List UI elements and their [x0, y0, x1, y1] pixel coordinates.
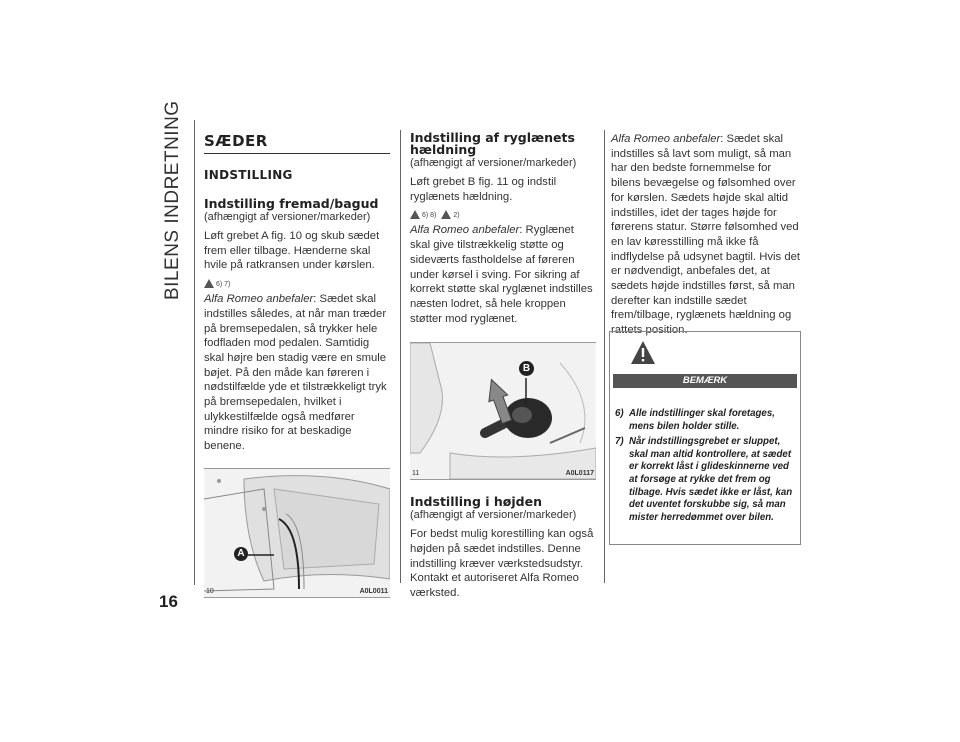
warning-icon	[630, 340, 656, 366]
section-title: Indstilling i højden	[410, 494, 542, 510]
figure-11	[410, 342, 596, 480]
section-title: Indstilling fremad/bagud	[204, 196, 379, 211]
seat-rail-illustration	[204, 469, 390, 597]
note-item	[615, 408, 797, 433]
page-number: 16	[159, 592, 178, 611]
figure-number: 11	[412, 470, 420, 478]
note-text: Alle indstillinger skal foretages, mens bilen holder stille.	[629, 408, 775, 432]
paragraph: Løft grebet A fig. 10 og skub sædet frem eller tilbage. Hænderne skal hvile på ratkransen under kørslen.	[204, 230, 380, 272]
column-3	[611, 132, 801, 338]
callout-A: A	[234, 547, 248, 561]
note-text: Når indstillingsgrebet er sluppet, skal man altid kontrollere, at sædet er korrekt låst i glideskinnerne ved at forsøge at rykke det frem og tilbage. Hvis sædet ikke er låst, kan det uventet forskubbe sig, så man mister herredømmet over bilen.	[629, 436, 793, 523]
section-subtitle: (afhængigt af versioner/markeder)	[204, 211, 371, 223]
paragraph-text: : Sædet skal indstilles således, at når man træder på bremsepedalen, så trykker hele fodfladen mod pedalen. Samtidig skal højre ben stadig være en smule bøjet. På den måde kan føreren i nødstilfælde yde et tilstrækkeligt tryk på bremsepedalen, hvilket i ulykkestilfælde også medfører mindre risiko for at beskadige benene.	[204, 293, 387, 453]
paragraph: Løft grebet B fig. 11 og indstil ryglænets hældning.	[410, 176, 557, 203]
section-subtitle: (afhængigt af versioner/markeder)	[410, 157, 577, 169]
figure-code: A0L0117	[565, 470, 594, 478]
warning-reference	[204, 279, 390, 288]
note-item	[615, 436, 797, 524]
warning-reference	[410, 210, 596, 219]
section-subtitle: (afhængigt af versioner/markeder)	[410, 509, 577, 522]
paragraph: For bedst mulig korestilling kan også højden på sædet indstilles. Denne indstilling kræver værkstedsudstyr. Kontakt et autoriseret Alfa Romeo værksted.	[410, 528, 594, 600]
reference-numbers: 6) 8)	[422, 212, 437, 220]
brand-recommendation: Alfa Romeo anbefaler	[410, 224, 520, 237]
column-divider	[194, 120, 195, 585]
note-number: 7)	[615, 436, 624, 448]
column-1	[204, 132, 390, 598]
brand-recommendation: Alfa Romeo anbefaler	[611, 133, 721, 145]
column-divider	[604, 130, 605, 583]
note-title: BEMÆRK	[613, 374, 797, 388]
reference-numbers: 2)	[453, 212, 460, 220]
caution-icon	[441, 210, 451, 219]
warning-icon	[204, 279, 214, 288]
figure-number: 10	[206, 587, 214, 595]
note-list	[615, 408, 797, 527]
note-number: 6)	[615, 408, 624, 419]
paragraph-text: : Ryglænet skal give tilstrækkelig støtte og sideværts fastholdelse af føreren under kørsel i sving. For sikring af korrekt støtte skal ryglænet indstilles næsten lodret, så hele kroppen støtter mod ryglænet.	[410, 224, 593, 325]
warning-icon	[410, 210, 420, 219]
figure-code: A0L0011	[359, 587, 388, 595]
paragraph	[410, 223, 596, 326]
backrest-lever-illustration	[410, 343, 596, 479]
note-box	[609, 331, 801, 545]
brand-recommendation: Alfa Romeo anbefaler	[204, 293, 314, 306]
column-divider	[400, 130, 401, 583]
callout-B: B	[519, 361, 534, 376]
column-2	[410, 132, 596, 601]
page-heading: SÆDER	[204, 132, 390, 154]
paragraph	[204, 292, 390, 454]
subheading: INDSTILLING	[204, 168, 293, 182]
reference-numbers: 6) 7)	[216, 281, 231, 289]
section-title: Indstilling af ryglænets hældning	[410, 130, 575, 157]
section-side-title: BILENS INDRETNING	[162, 100, 183, 300]
paragraph	[611, 132, 801, 338]
paragraph-text: : Sædet skal indstilles så lavt som muligt, så man har den bedste fornemmelse for bilens bevægelse og følsomhed over for kørslen. Sædets højde skal altid indstilles, idet der tages højde for førerens statur. Større følsomhed ved en lav køresstilling må ikke få indflydelse på udsynet bagtil. Hvis det er nødvendigt, anbefales det, at sædets højde indstilles først, så man derefter kan indstille sædet frem/tilbage, ryglænets hældning og rattets position.	[611, 133, 801, 337]
figure-10	[204, 468, 390, 598]
